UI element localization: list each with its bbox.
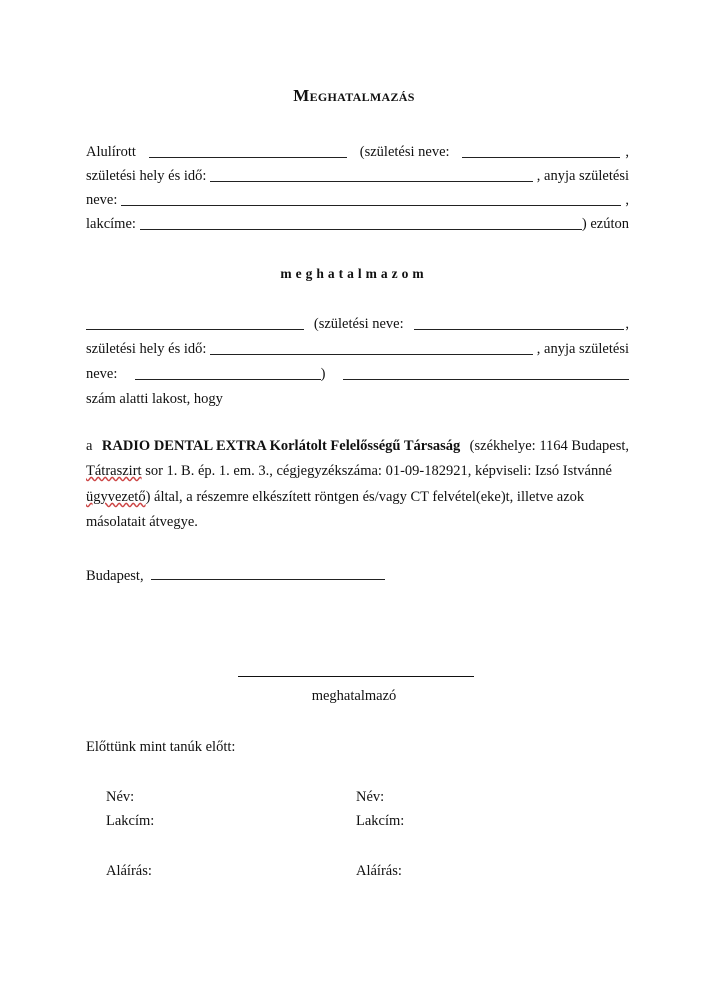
grantor-line-3 [86, 192, 629, 212]
comma: , [625, 316, 629, 332]
document-title: Meghatalmazás [293, 86, 415, 105]
agent-birth-name-blank[interactable] [414, 316, 624, 330]
label-birth-name: (születési neve: [359, 144, 450, 160]
label-neve: neve: [86, 192, 118, 208]
company-name: RADIO DENTAL EXTRA Korlátolt Felelősségű Társaság [101, 438, 461, 454]
place-date-line [86, 566, 406, 586]
label-ezuton: ) ezúton [581, 216, 629, 232]
place-label: Budapest, [86, 568, 144, 584]
witness2-signature-label: Aláírás: [356, 863, 402, 879]
body-ugyvezeto: ügyvezető [86, 489, 146, 505]
grantor-line-1 [86, 144, 629, 164]
label-alulirott: Alulírott [86, 144, 136, 160]
agent-mother-name-blank[interactable] [135, 366, 321, 380]
signature-line[interactable] [238, 676, 474, 677]
label-neve: neve: [86, 366, 118, 382]
grantor-birth-place-blank[interactable] [210, 168, 532, 182]
agent-address-blank[interactable] [343, 366, 629, 380]
signature-caption: meghatalmazó [311, 688, 397, 704]
agent-line-2 [86, 341, 629, 361]
body-seat: (székhelye: 1164 Budapest, [469, 438, 629, 454]
body-line-3 [86, 489, 629, 509]
body-purpose: ) által, a részemre elkészített röntgen és/vagy CT felvétel(eke)t, illetve azok [145, 489, 585, 505]
grantor-line-2 [86, 168, 629, 188]
close-paren: ) [320, 366, 326, 382]
witness-intro: Előttünk mint tanúk előtt: [86, 739, 236, 755]
grantor-name-blank[interactable] [149, 144, 347, 158]
body-registry: sor 1. B. ép. 1. em. 3., cégjegyzékszáma: 01-09-182921, képviseli: Izsó Istvánné [145, 463, 612, 479]
witness2-name-label: Név: [356, 789, 385, 805]
comma: , [625, 192, 629, 208]
body-word-a: a [86, 438, 93, 454]
body-line-1 [86, 438, 629, 458]
agent-line-1 [86, 316, 629, 336]
agent-birth-place-blank[interactable] [210, 341, 532, 355]
grantor-address-blank[interactable] [140, 216, 582, 230]
label-lakcime: lakcíme: [86, 216, 136, 232]
agent-line-4: szám alatti lakost, hogy [86, 391, 223, 407]
witness1-name-label: Név: [106, 789, 135, 805]
agent-name-blank[interactable] [86, 316, 304, 330]
witness1-signature-label: Aláírás: [106, 863, 152, 879]
section-heading-meghatalmazom: meghatalmazom [280, 266, 428, 281]
label-mother-name: , anyja születési [536, 168, 629, 184]
date-blank[interactable] [151, 566, 385, 580]
witness1-address-label: Lakcím: [106, 813, 155, 829]
street-name: Tátraszirt [86, 463, 142, 479]
label-birth-name: (születési neve: [313, 316, 404, 332]
agent-line-3 [86, 366, 629, 386]
grantor-mother-name-blank[interactable] [121, 192, 621, 206]
label-mother-name: , anyja születési [536, 341, 629, 357]
body-line-4: másolatait átvegye. [86, 514, 198, 530]
grantor-birth-name-blank[interactable] [462, 144, 620, 158]
grantor-line-4 [86, 216, 629, 236]
comma: , [625, 144, 629, 160]
body-line-2 [86, 463, 629, 483]
label-birth-place-date: születési hely és idő: [86, 168, 207, 184]
witness2-address-label: Lakcím: [356, 813, 405, 829]
label-birth-place-date: születési hely és idő: [86, 341, 207, 357]
